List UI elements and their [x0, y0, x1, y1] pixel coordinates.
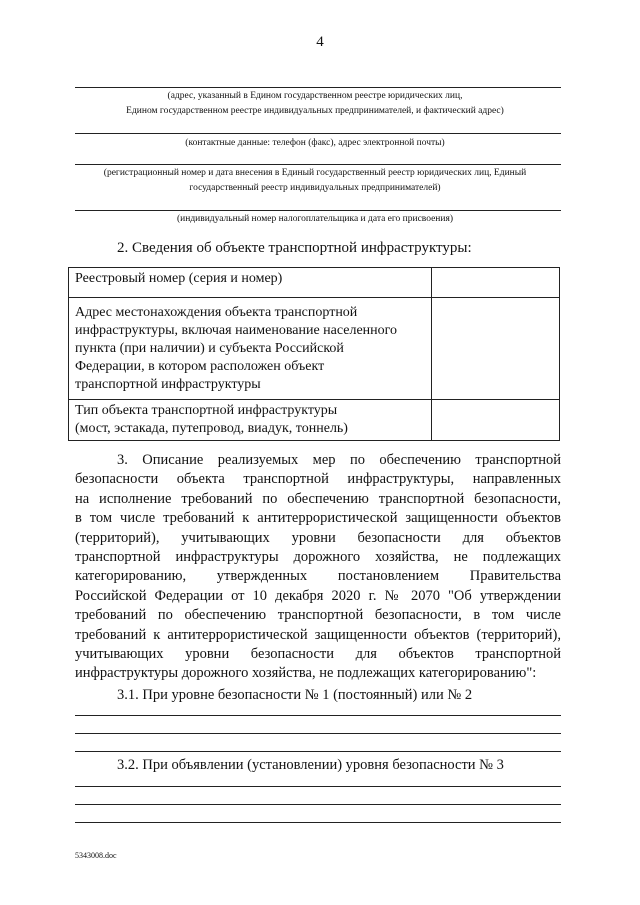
paragraph-line: требований к антитеррористической защищенности объектов (территорий), [75, 626, 561, 643]
item-3-1-blank-line[interactable] [75, 751, 561, 752]
paragraph-line: Российской Федерации от 10 декабря 2020 г. № 2070 "Об утверждении [75, 587, 561, 604]
registry-number-label: Реестровый номер (серия и номер) [69, 268, 432, 298]
infrastructure-info-table [68, 267, 560, 441]
address-location-label-line: транспортной инфраструктуры [75, 377, 261, 392]
paragraph-line: (территорий), учитывающих уровни безопасности для объектов [75, 529, 561, 546]
item-3-1-blank-line[interactable] [75, 733, 561, 734]
paragraph-line: транспортной инфраструктуры дорожного хозяйства, не подлежащих [75, 549, 561, 566]
registry-number-value[interactable] [432, 268, 560, 298]
page-number: 4 [316, 34, 324, 50]
address-location-label [69, 298, 432, 400]
address-location-label-line: Адрес местонахождения объекта транспортной [75, 305, 358, 320]
address-caption-line-1: (адрес, указанный в Едином государственном реестре юридических лиц, [167, 91, 463, 101]
item-3-2-blank-line[interactable] [75, 822, 561, 823]
paragraph-line: категорированию, утвержденных постановлением Правительства [75, 568, 561, 585]
address-location-value[interactable] [432, 298, 560, 400]
paragraph-line: 3. Описание реализуемых мер по обеспечению транспортной [117, 452, 561, 468]
table-row [69, 298, 560, 400]
taxpayer-caption: (индивидуальный номер налогоплательщика и дата его присвоения) [176, 214, 454, 224]
paragraph-line: на исполнение требований по обеспечению транспортной безопасности, [75, 490, 561, 507]
address-blank-line [75, 87, 561, 88]
contacts-blank-line [75, 133, 561, 134]
registration-caption-line-2: государственный реестр индивидуальных предпринимателей) [189, 183, 441, 193]
section-3-paragraph [75, 451, 561, 684]
paragraph-line: в том числе требований к антитеррористической защищенности объектов [75, 510, 561, 527]
address-location-label-line: инфраструктуры, включая наименование населенного [75, 323, 398, 338]
infrastructure-type-label [69, 400, 432, 441]
address-location-label-line: Федерации, в котором расположен объект [75, 359, 325, 374]
infrastructure-type-label-line: (мост, эстакада, путепровод, виадук, тоннель) [75, 421, 348, 436]
registration-caption [75, 166, 555, 196]
paragraph-line: безопасности объекта транспортной инфраструктуры, направленных [75, 471, 561, 488]
infrastructure-type-label-line: Тип объекта транспортной инфраструктуры [75, 403, 338, 418]
address-caption-line-2: Едином государственном реестре индивидуальных предпринимателей, и фактический адрес) [126, 106, 504, 116]
paragraph-line: требований по обеспечению транспортной безопасности, в том числе [75, 607, 561, 624]
item-3-2-blank-line[interactable] [75, 786, 561, 787]
address-caption [75, 89, 555, 119]
section-2-heading: 2. Сведения об объекте транспортной инфраструктуры: [117, 240, 472, 256]
contacts-caption: (контактные данные: телефон (факс), адрес электронной почты) [185, 138, 445, 148]
table-row [69, 268, 560, 298]
document-filename: 5343008.doc [75, 851, 117, 860]
table-row [69, 400, 560, 441]
registration-blank-line [75, 164, 561, 165]
item-3-1-blank-line[interactable] [75, 715, 561, 716]
infrastructure-type-value[interactable] [432, 400, 560, 441]
item-3-2-blank-line[interactable] [75, 804, 561, 805]
paragraph-line: инфраструктуры дорожного хозяйства, не подлежащих категорированию": [75, 665, 537, 682]
registration-caption-line-1: (регистрационный номер и дата внесения в Единый государственный реестр юридических лиц, Единый [103, 168, 527, 178]
item-3-1-label: 3.1. При уровне безопасности № 1 (постоянный) или № 2 [117, 687, 473, 703]
address-location-label-line: пункта (при наличии) и субъекта Российской [75, 341, 344, 356]
taxpayer-blank-line [75, 210, 561, 211]
item-3-2-label: 3.2. При объявлении (установлении) уровня безопасности № 3 [117, 757, 504, 773]
paragraph-line: учитывающих уровни безопасности для объектов транспортной [75, 646, 561, 663]
